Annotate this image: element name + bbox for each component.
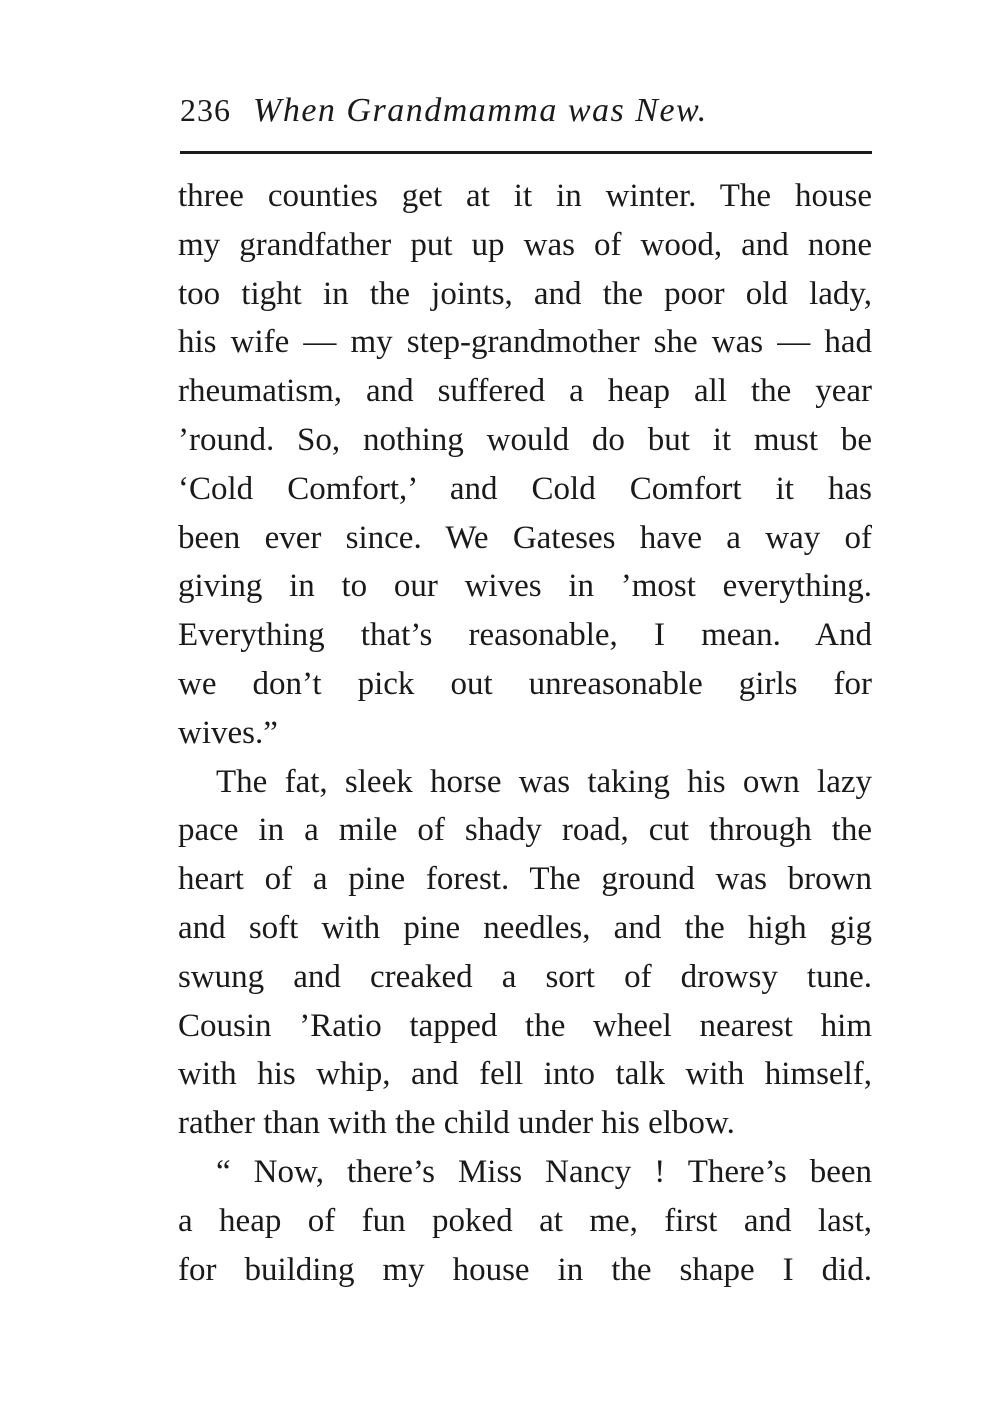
text-line: “ Now, there’s Miss Nancy ! There’s been xyxy=(216,1153,872,1190)
text-line: heart of a pine forest. The ground was brown xyxy=(178,861,872,898)
header-rule xyxy=(180,151,872,154)
text-line: my grandfather put up was of wood, and none xyxy=(178,226,872,263)
running-title: When Grandmamma was New. xyxy=(253,92,708,129)
text-line: swung and creaked a sort of drowsy tune. xyxy=(178,958,872,995)
text-line: giving in to our wives in ’most everything. xyxy=(178,568,872,605)
text-line: his wife — my step-grandmother she was — had xyxy=(178,324,872,361)
text-line: we don’t pick out unreasonable girls for xyxy=(178,665,872,702)
running-head xyxy=(180,92,872,144)
text-line: ’round. So, nothing would do but it must be xyxy=(178,421,872,458)
text-line: wives.” xyxy=(178,714,278,751)
text-line: Everything that’s reasonable, I mean. And xyxy=(178,617,872,654)
text-line: been ever since. We Gateses have a way of xyxy=(178,519,872,556)
text-line: too tight in the joints, and the poor old lady, xyxy=(178,275,872,312)
text-line: a heap of fun poked at me, first and last, xyxy=(178,1202,872,1239)
text-line: rather than with the child under his elbow. xyxy=(178,1105,735,1142)
text-line: The fat, sleek horse was taking his own lazy xyxy=(216,763,872,800)
text-line: three counties get at it in winter. The house xyxy=(178,178,872,214)
text-line: ‘Cold Comfort,’ and Cold Comfort it has xyxy=(178,470,872,507)
page-number: 236 xyxy=(180,92,231,128)
text-line: Cousin ’Ratio tapped the wheel nearest him xyxy=(178,1007,872,1044)
text-line: rheumatism, and suffered a heap all the year xyxy=(178,373,872,410)
text-line: and soft with pine needles, and the high gig xyxy=(178,909,872,946)
text-line: pace in a mile of shady road, cut through the xyxy=(178,812,872,849)
text-line: for building my house in the shape I did. xyxy=(178,1251,872,1288)
text-line: with his whip, and fell into talk with himself, xyxy=(178,1056,872,1093)
body-text xyxy=(178,172,872,1294)
